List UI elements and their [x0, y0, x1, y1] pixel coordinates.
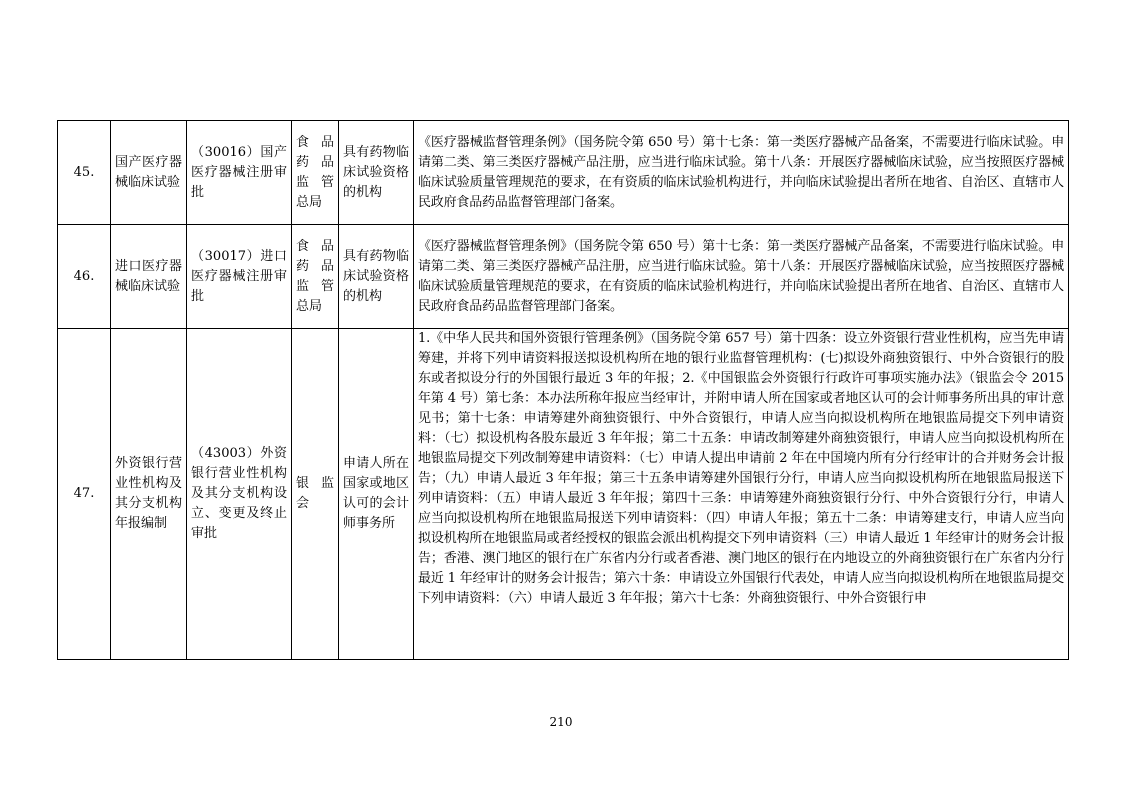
department: 食品药品监管总局 [292, 121, 339, 225]
item-name: 国产医疗器械临床试验 [111, 121, 187, 225]
basis-item: （43003）外资银行营业性机构及其分支机构设立、变更及终止审批 [187, 329, 292, 660]
department: 银监会 [292, 329, 339, 660]
table-row [58, 121, 1069, 225]
legal-basis: 《医疗器械监督管理条例》（国务院令第 650 号）第十七条：第一类医疗器械产品备案，不需要进行临床试验。申请第二类、第三类医疗器械产品注册，应当进行临床试验。第十八条：开展医疗器械临床试验，应当按照医疗器械临床试验质量管理规范的要求，在有资质的临床试验机构进行，并向临床试验提出者所在地省、自治区、直辖市人民政府食品药品监督管理部门备案。 [414, 225, 1069, 329]
row-number: 45. [58, 121, 111, 225]
legal-basis: 《医疗器械监督管理条例》（国务院令第 650 号）第十七条：第一类医疗器械产品备案，不需要进行临床试验。申请第二类、第三类医疗器械产品注册，应当进行临床试验。第十八条：开展医疗器械临床试验，应当按照医疗器械临床试验质量管理规范的要求，在有资质的临床试验机构进行，并向临床试验提出者所在地省、自治区、直辖市人民政府食品药品监督管理部门备案。 [414, 121, 1069, 225]
legal-basis [414, 329, 1069, 660]
page-number: 210 [549, 715, 573, 729]
scope: 具有药物临床试验资格的机构 [339, 121, 414, 225]
basis-item: （30017）进口医疗器械注册审批 [187, 225, 292, 329]
table-row [58, 329, 1069, 660]
row-number: 47. [58, 329, 111, 660]
table-row [58, 225, 1069, 329]
scope: 具有药物临床试验资格的机构 [339, 225, 414, 329]
legal-basis-text: 1.《中华人民共和国外资银行管理条例》（国务院令第 657 号）第十四条：设立外资银行营业性机构，应当先申请筹建，并将下列申请资料报送拟设机构所在地的银行业监督管理机构：(七)拟设外商独资银行、中外合资银行的股东或者拟设分行的外国银行最近 3 年的年报；2.《中国银监会外资银行行政许可事项实施办法》（银监会令 2015 年第 4 号）第七条：本办法所称年报应当经审计，并附申请人所在国家或者地区认可的会计师事务所出具的审计意见书；第十七条：申请筹建外商独资银行、中外合资银行，申请人应当向拟设机构所在地银监局提交下列申请资料：（七）拟设机构各股东最近 3 年年报；第二十五条：申请改制筹建外商独资银行，申请人应当向拟设机构所在地银监局提交下列改制筹建申请资料：（七）申请人提出申请前 2 年在中国境内所有分行经审计的合并财务会计报告；（九）申请人最近 3 年年报；第三十五条申请筹建外国银行分行，申请人应当向拟设机构所在地银监局报送下列申请资料：（五）申请人最近 3 年年报；第四十三条：申请筹建外商独资银行分行、中外合资银行分行，申请人应当向拟设机构所在地银监局报送下列申请资料：（四）申请人年报；第五十二条：申请筹建支行，申请人应当向拟设机构所在地银监局或者经授权的银监会派出机构提交下列申请资料（三）申请人最近 1 年经审计的财务会计报告；香港、澳门地区的银行在广东省内分行或者香港、澳门地区的银行在内地设立的外商独资银行在广东省内分行最近 1 年经审计的财务会计报告；第六十条：申请设立外国银行代表处，申请人应当向拟设机构所在地银监局提交下列申请资料：（六）申请人最近 3 年年报；第六十七条：外商独资银行、中外合资银行申 [418, 331, 1064, 606]
department: 食品药品监管总局 [292, 225, 339, 329]
item-name: 进口医疗器械临床试验 [111, 225, 187, 329]
basis-item: （30016）国产医疗器械注册审批 [187, 121, 292, 225]
row-number: 46. [58, 225, 111, 329]
item-name: 外资银行营业性机构及其分支机构年报编制 [111, 329, 187, 660]
approval-table [57, 120, 1069, 660]
scope: 申请人所在国家或地区认可的会计师事务所 [339, 329, 414, 660]
